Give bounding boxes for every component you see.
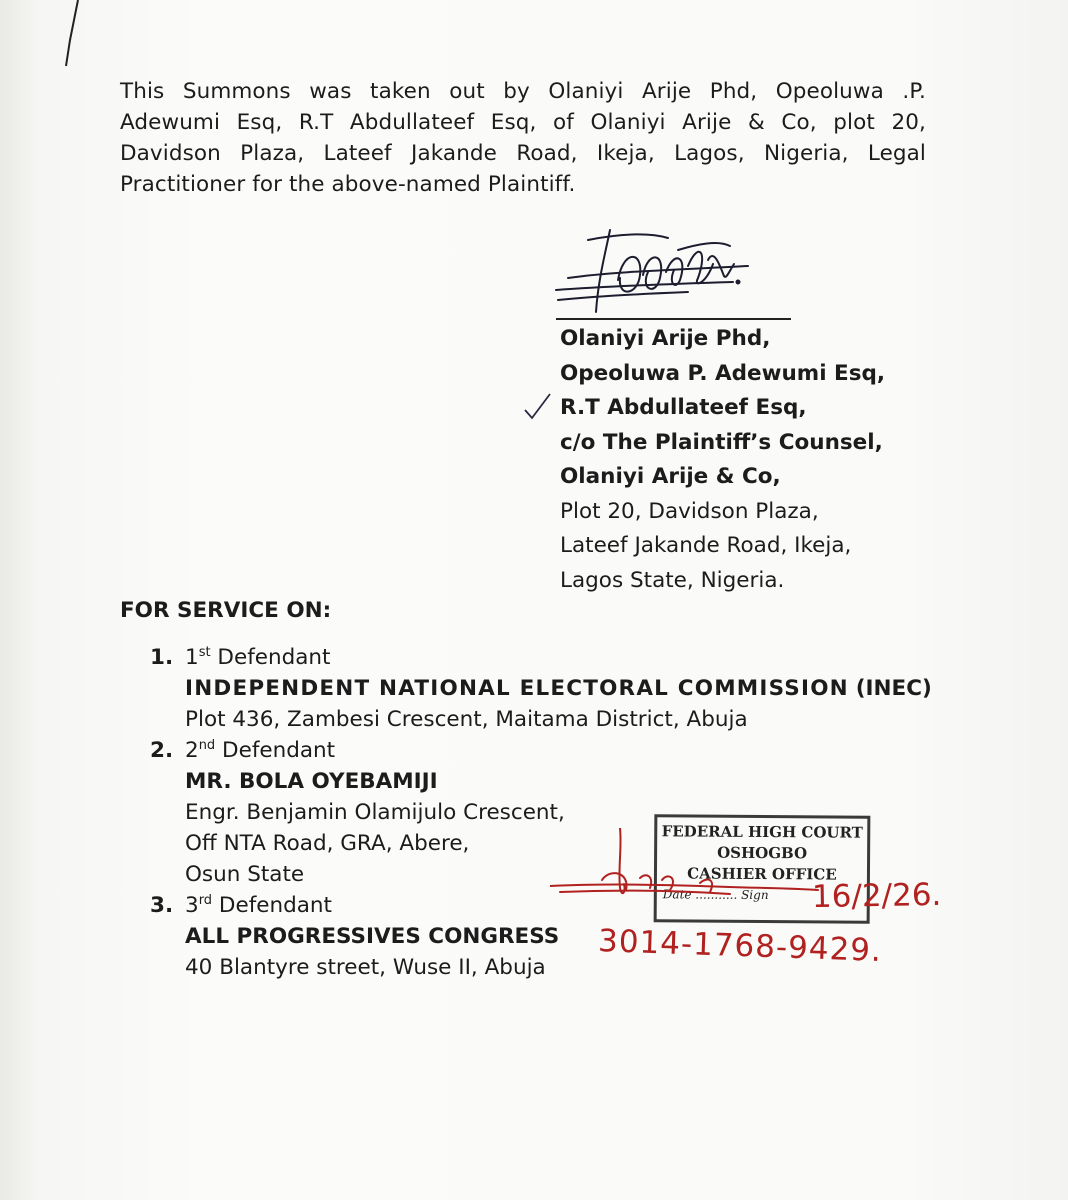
handwritten-number: 3014-1768-9429. <box>597 923 883 969</box>
service-title: FOR SERVICE ON: <box>120 598 332 623</box>
counsel-firm: Olaniyi Arije & Co, <box>560 464 781 489</box>
defendant-label-text: Defendant <box>222 738 336 763</box>
defendant-name: ALL PROGRESSIVES CONGRESS <box>185 924 560 949</box>
defendant-address-line: Plot 436, Zambesi Crescent, Maitama District, Abuja <box>185 707 748 732</box>
defendant-label-text: Defendant <box>218 893 332 918</box>
page-edge-line <box>0 0 100 70</box>
defendant-label <box>185 735 565 766</box>
stamp-line: CASHIER OFFICE <box>687 864 837 884</box>
defendant-label <box>185 642 932 673</box>
counsel-care-of: c/o The Plaintiff’s Counsel, <box>560 429 883 455</box>
stamp-date-sign-row: Date ........... Sign <box>662 887 769 903</box>
paragraph-line: This Summons was taken out by Olaniyi Arije Phd, Opeoluwa .P. <box>120 79 926 104</box>
counsel-name: R.T Abdullateef Esq, <box>560 395 807 420</box>
defendant-label-text: Defendant <box>217 645 331 670</box>
ordinal-suffix: rd <box>198 893 213 908</box>
ordinal-number: 2 <box>185 738 199 763</box>
defendant-name <box>185 673 932 704</box>
handwritten-date: 16/2/26. <box>811 876 942 916</box>
ordinal-suffix: nd <box>198 738 216 753</box>
ordinal-number: 3 <box>185 893 199 918</box>
paragraph-line: Adewumi Esq, R.T Abdullateef Esq, of Olaniyi Arije & Co, plot 20, <box>120 110 926 135</box>
defendant-address-line: Engr. Benjamin Olamijulo Crescent, <box>185 800 565 825</box>
defendant-name-suffix: (INEC) <box>855 676 932 701</box>
counsel-name: Olaniyi Arije Phd, <box>560 326 771 351</box>
defendant-item <box>150 642 932 735</box>
paragraph-line: Davidson Plaza, Lateef Jakande Road, Ikeja, Lagos, Nigeria, Legal <box>120 141 926 166</box>
defendant-number: 2. <box>150 738 174 763</box>
ordinal-suffix: st <box>198 645 211 660</box>
counsel-block <box>560 322 885 598</box>
defendant-address-line: 40 Blantyre street, Wuse II, Abuja <box>185 955 546 980</box>
counsel-name: Opeoluwa P. Adewumi Esq, <box>560 360 886 386</box>
defendant-address-line: Off NTA Road, GRA, Abere, <box>185 831 470 856</box>
defendant-name-text: INDEPENDENT NATIONAL ELECTORAL COMMISSION <box>185 676 849 701</box>
defendant-number: 1. <box>150 645 174 670</box>
defendant-item <box>150 890 559 983</box>
counsel-address-line: Lagos State, Nigeria. <box>560 567 785 593</box>
paragraph-line: Practitioner for the above-named Plaintiff. <box>120 172 576 197</box>
stamp-line: OSHOGBO <box>717 843 808 863</box>
ordinal-number: 1 <box>185 645 199 670</box>
stamp-date-label: Date <box>662 887 692 902</box>
defendant-number: 3. <box>150 893 174 918</box>
handwritten-red-scrawl <box>550 828 850 938</box>
defendant-item <box>150 735 565 890</box>
handwritten-signature <box>548 220 798 320</box>
stamp-line: FEDERAL HIGH COURT <box>661 822 863 842</box>
stamp-sign-label: Sign <box>741 887 769 903</box>
signature-rule <box>556 318 791 320</box>
counsel-address-line: Plot 20, Davidson Plaza, <box>560 498 819 524</box>
summons-paragraph <box>120 76 926 200</box>
counsel-address-line: Lateef Jakande Road, Ikeja, <box>560 533 852 558</box>
defendant-name: MR. BOLA OYEBAMIJI <box>185 769 438 794</box>
tick-mark-icon <box>522 392 552 422</box>
defendant-label <box>185 890 559 921</box>
defendant-address-line: Osun State <box>185 862 305 887</box>
